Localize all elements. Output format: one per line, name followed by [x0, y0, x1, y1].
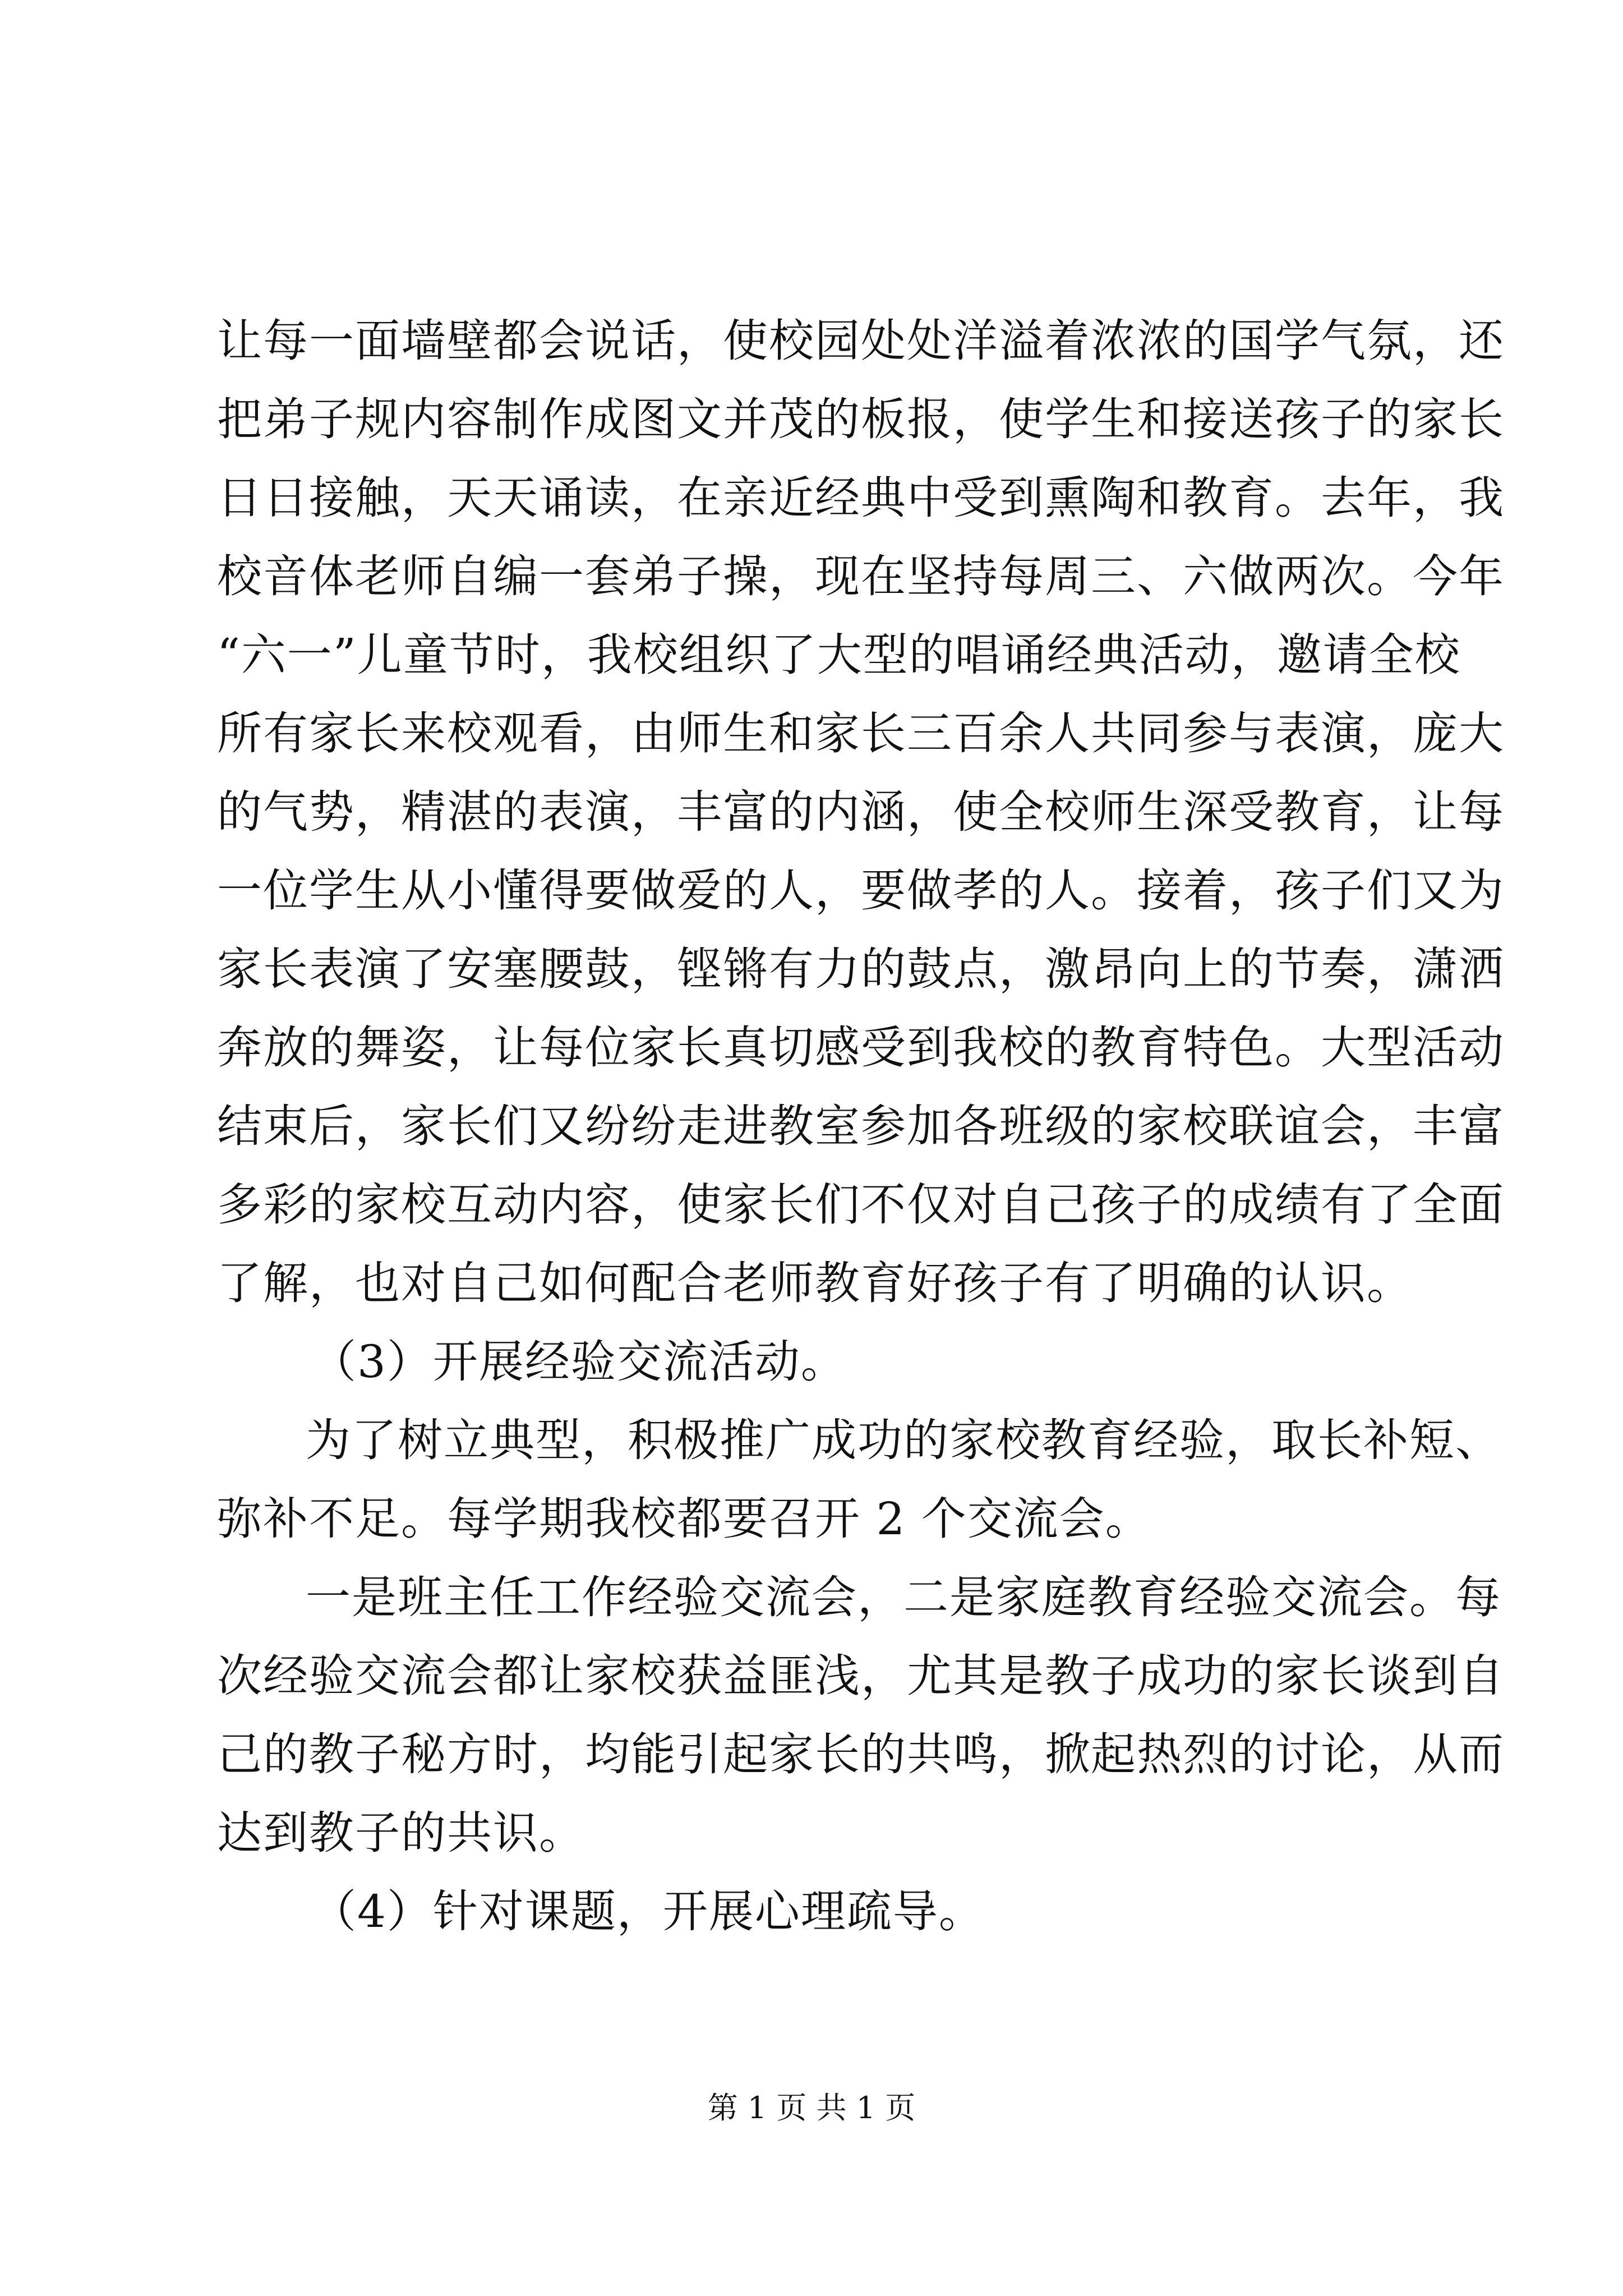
body-text-line: 次经验交流会都让家校获益匪浅，尤其是教子成功的家长谈到自: [217, 1650, 1505, 1702]
body-text-line: 为了树立典型，积极推广成功的家校教育经验，取长补短、: [306, 1414, 1501, 1466]
body-text-line: 日日接触，天天诵读，在亲近经典中受到熏陶和教育。去年，我: [217, 472, 1505, 524]
section-heading-3: （3）开展经验交流活动。: [311, 1336, 847, 1388]
body-text-line: 了解，也对自己如何配合老师教育好孩子有了明确的认识。: [217, 1257, 1413, 1309]
body-text-line: 奔放的舞姿，让每位家长真切感受到我校的教育特色。大型活动: [217, 1022, 1505, 1074]
body-text-line: 多彩的家校互动内容，使家长们不仅对自己孩子的成绩有了全面: [217, 1179, 1505, 1231]
body-text-line: 校音体老师自编一套弟子操，现在坚持每周三、六做两次。今年: [217, 550, 1505, 602]
body-text-line: 己的教子秘方时，均能引起家长的共鸣，掀起热烈的讨论，从而: [217, 1728, 1505, 1780]
body-text-line: 结束后，家长们又纷纷走进教室参加各班级的家校联谊会，丰富: [217, 1100, 1505, 1152]
body-text-line: 弥补不足。每学期我校都要召开 2 个交流会。: [217, 1493, 1151, 1545]
body-text-line: 一是班主任工作经验交流会，二是家庭教育经验交流会。每: [306, 1571, 1501, 1623]
body-text-line: 所有家长来校观看，由师生和家长三百余人共同参与表演，庞大: [217, 707, 1505, 760]
body-text-line: 的气势，精湛的表演，丰富的内涵，使全校师生深受教育，让每: [217, 786, 1505, 838]
body-text-line: 达到教子的共识。: [217, 1807, 585, 1859]
page-footer: 第 1 页 共 1 页: [707, 2090, 916, 2125]
body-text-line: 一位学生从小懂得要做爱的人，要做孝的人。接着，孩子们又为: [217, 864, 1505, 917]
body-text-line: “六一”儿童节时，我校组织了大型的唱诵经典活动，邀请全校: [217, 629, 1461, 681]
body-text-line: 家长表演了安塞腰鼓，铿锵有力的鼓点，激昂向上的节奏，潇洒: [217, 943, 1505, 995]
body-text-line: 把弟子规内容制作成图文并茂的板报，使学生和接送孩子的家长: [217, 393, 1505, 445]
section-heading-4: （4）针对课题，开展心理疏导。: [311, 1885, 985, 1938]
body-text-line: 让每一面墙壁都会说话，使校园处处洋溢着浓浓的国学气氛，还: [217, 315, 1505, 367]
